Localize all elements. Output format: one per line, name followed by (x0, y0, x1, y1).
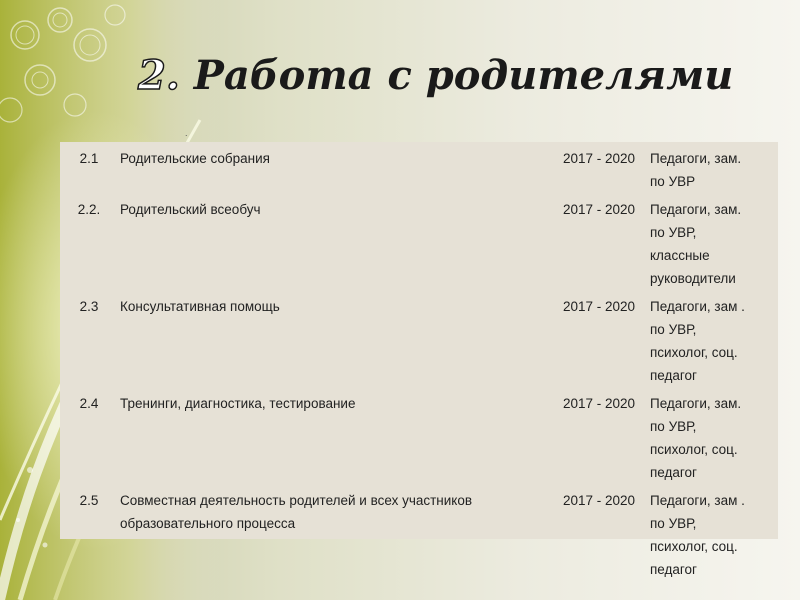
event-text: Тренинги, диагностика, тестирование (120, 396, 356, 411)
event-cell (118, 387, 550, 484)
responsible-text: педагог (650, 368, 697, 383)
responsible-text: по УВР, (650, 516, 697, 531)
plan-table-body (60, 142, 778, 581)
event-text: Совместная деятельность родителей и всех участников (120, 493, 473, 508)
row-number: 2.4 (79, 396, 99, 411)
row-number: 2.2. (77, 202, 101, 217)
slide-title (138, 52, 733, 99)
responsible-text: Педагоги, зам . (650, 299, 745, 314)
event-text: образовательного процесса (120, 516, 296, 531)
period-cell: 2017 - 2020 (562, 396, 636, 411)
event-cell (118, 193, 550, 290)
table-row (60, 290, 778, 387)
event-text: Родительский всеобуч (120, 202, 261, 217)
event-cell (118, 290, 550, 387)
period-cell: 2017 - 2020 (562, 151, 636, 166)
event-cell (118, 484, 550, 581)
responsible-text: психолог, соц. (650, 442, 738, 457)
title-number: 2. (138, 52, 180, 99)
responsible-cell (648, 193, 778, 290)
event-text: Родительские собрания (120, 151, 270, 166)
plan-table (60, 142, 778, 581)
responsible-text: Педагоги, зам. (650, 202, 742, 217)
row-number: 2.5 (79, 493, 99, 508)
responsible-text: Педагоги, зам . (650, 493, 745, 508)
responsible-cell (648, 290, 778, 387)
responsible-text: педагог (650, 465, 697, 480)
title-text: Работа с родителями (193, 52, 734, 99)
responsible-text: классные (650, 248, 710, 263)
table-row (60, 142, 778, 193)
decorative-dot: . (185, 128, 188, 138)
responsible-text: Педагоги, зам. (650, 151, 742, 166)
responsible-text: Педагоги, зам. (650, 396, 742, 411)
responsible-text: психолог, соц. (650, 539, 738, 554)
responsible-text: руководители (650, 271, 736, 286)
event-cell (118, 142, 550, 193)
period-cell: 2017 - 2020 (562, 299, 636, 314)
table-row (60, 387, 778, 484)
period-cell: 2017 - 2020 (562, 493, 636, 508)
responsible-cell (648, 484, 778, 581)
responsible-text: психолог, соц. (650, 345, 738, 360)
period-cell: 2017 - 2020 (562, 202, 636, 217)
plan-table-container (60, 142, 778, 577)
table-row (60, 484, 778, 581)
responsible-text: по УВР, (650, 419, 697, 434)
table-row (60, 193, 778, 290)
row-number: 2.1 (79, 151, 99, 166)
responsible-cell (648, 142, 778, 193)
responsible-text: по УВР (650, 174, 696, 189)
responsible-cell (648, 387, 778, 484)
event-text: Консультативная помощь (120, 299, 280, 314)
responsible-text: по УВР, (650, 322, 697, 337)
responsible-text: педагог (650, 562, 697, 577)
responsible-text: по УВР, (650, 225, 697, 240)
row-number: 2.3 (79, 299, 99, 314)
